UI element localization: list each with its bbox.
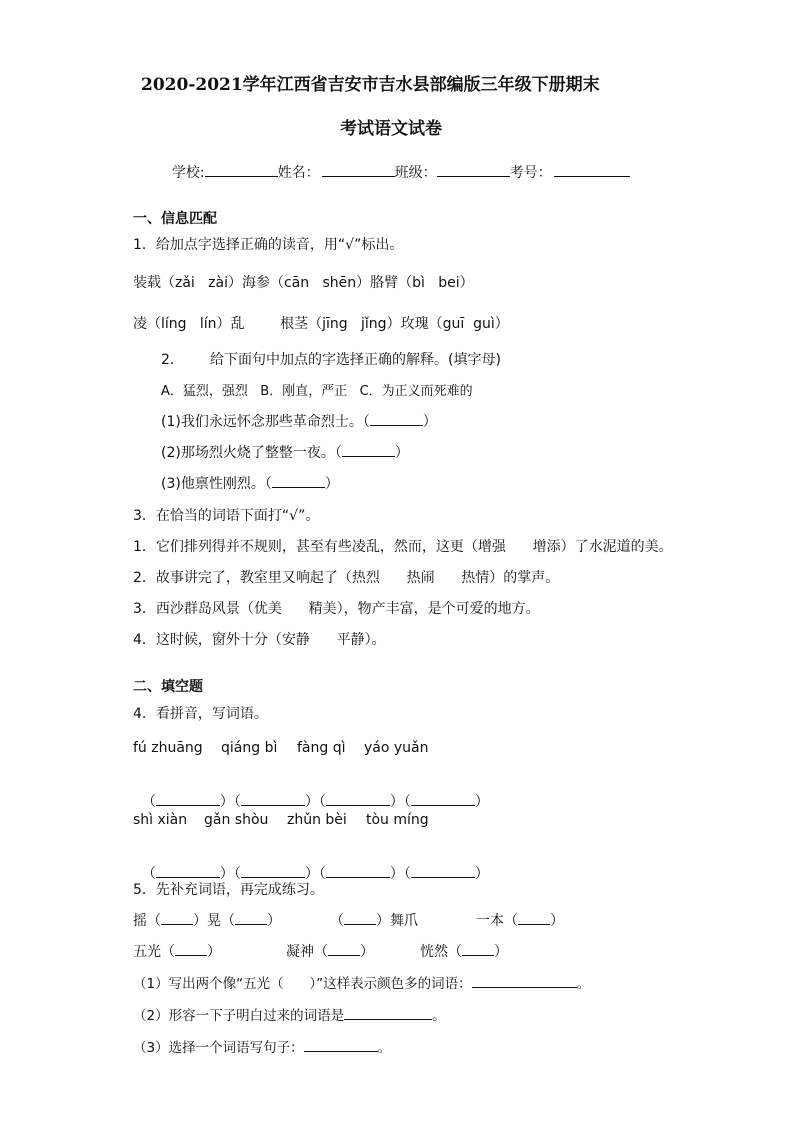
q5-blank[interactable]: [161, 910, 193, 925]
q2-blank3[interactable]: [272, 473, 325, 488]
pinyin-5: shì xiàn: [133, 812, 188, 828]
q5-blank[interactable]: [518, 910, 550, 925]
answer-blank[interactable]: [411, 863, 475, 878]
pinyin-7: zhǔn bèi: [287, 812, 347, 828]
q2-sentence1: (1)我们永远怀念那些革命烈士。（ ）: [161, 411, 437, 431]
name-label: 姓名：: [277, 165, 320, 181]
q1-line2: 凌（líng lín）乱 根茎（jīng jǐng）玫瑰（guī guì）: [133, 316, 509, 332]
q5-blank[interactable]: [175, 941, 207, 956]
answer-blank[interactable]: [241, 863, 305, 878]
class-label: 班级：: [394, 165, 437, 181]
q5-item-yiben: 一本（ ）: [476, 910, 564, 930]
number-blank[interactable]: [554, 162, 630, 177]
q5-sub2: （2）形容一下子明白过来的词语是 。: [133, 1004, 446, 1024]
student-info-row: [163, 146, 630, 182]
q5-sub3: （3）选择一个词语写句子： 。: [133, 1036, 391, 1056]
pinyin-1: fú zhuāng: [133, 740, 203, 756]
q2-blank2[interactable]: [342, 442, 395, 457]
answer-blank[interactable]: [156, 863, 220, 878]
q5-blank[interactable]: [328, 941, 360, 956]
q3-sentence1: 1．它们排列得并不规则，甚至有些凌乱，然而，这更（增强 增添）了水泥道的美。: [133, 539, 673, 555]
number-label: 考号：: [509, 165, 552, 181]
section1-heading: 一、信息匹配: [133, 211, 217, 227]
q5-item-yao: 摇（ ）晃（ ）: [133, 910, 281, 930]
q5-sub1: （1）写出两个像“五光（ ）”这样表示颜色多的词语： 。: [133, 972, 590, 992]
q2-options: A．猛烈，强烈 B．刚直，严正 C．为正义而死难的: [161, 384, 473, 399]
answer-blank[interactable]: [326, 863, 390, 878]
q5-blank[interactable]: [344, 910, 376, 925]
q2-sentence3: (3)他禀性刚烈。（ ）: [161, 473, 339, 493]
q5-item-wuzhao: （ ）舞爪: [330, 910, 418, 930]
q1-prompt: 1．给加点字选择正确的读音，用“√”标出。: [133, 237, 404, 253]
answer-row-1: （ ）（ ）（ ）（ ）: [133, 775, 489, 811]
answer-blank[interactable]: [241, 791, 305, 806]
pinyin-3: fàng qì: [297, 740, 346, 756]
q2-sentence2: (2)那场烈火烧了整整一夜。（ ）: [161, 442, 409, 462]
q2-prompt: 给下面句中加点的字选择正确的解释。(填字母): [210, 352, 501, 368]
q2-number: 2．: [161, 352, 184, 368]
section2-heading: 二、填空题: [133, 679, 203, 695]
q5-item-wuguang: 五光（ ）: [133, 941, 221, 961]
pinyin-6: gǎn shòu: [204, 812, 269, 828]
answer-blank[interactable]: [411, 791, 475, 806]
page-title-line1: 2020-2021学年江西省吉安市吉水县部编版三年级下册期末: [141, 75, 600, 95]
q5-prompt: 5．先补充词语，再完成练习。: [133, 882, 324, 898]
answer-row-2: （ ）（ ）（ ）（ ）: [133, 847, 489, 883]
answer-blank[interactable]: [156, 791, 220, 806]
q5-sub3-blank[interactable]: [304, 1037, 378, 1052]
q4-prompt: 4．看拼音，写词语。: [133, 706, 268, 722]
school-label: 学校:: [171, 165, 205, 181]
pinyin-2: qiáng bì: [221, 740, 278, 756]
q3-sentence2: 2．故事讲完了，教室里又响起了（热烈 热闹 热情）的掌声。: [133, 570, 560, 586]
q5-sub2-blank[interactable]: [344, 1005, 432, 1020]
page-title-line2: 考试语文试卷: [340, 119, 442, 139]
class-blank[interactable]: [437, 162, 510, 177]
answer-blank[interactable]: [326, 791, 390, 806]
q5-sub1-blank[interactable]: [472, 973, 577, 988]
q5-item-huangran: 恍然（ ）: [420, 941, 508, 961]
q2-blank1[interactable]: [370, 411, 423, 426]
q5-blank[interactable]: [462, 941, 494, 956]
school-blank[interactable]: [205, 162, 278, 177]
pinyin-8: tòu míng: [366, 812, 429, 828]
q3-sentence4: 4．这时候，窗外十分（安静 平静）。: [133, 632, 386, 648]
name-blank[interactable]: [322, 162, 395, 177]
q3-prompt: 3．在恰当的词语下面打“√”。: [133, 508, 320, 524]
q1-line1: 装载（zǎi zài）海参（cān shēn）胳臂（bì bei）: [133, 275, 474, 291]
q5-blank[interactable]: [235, 910, 267, 925]
pinyin-4: yáo yuǎn: [364, 740, 429, 756]
q5-item-ningshen: 凝神（ ）: [286, 941, 374, 961]
q3-sentence3: 3．西沙群岛风景（优美 精美），物产丰富，是个可爱的地方。: [133, 601, 540, 617]
